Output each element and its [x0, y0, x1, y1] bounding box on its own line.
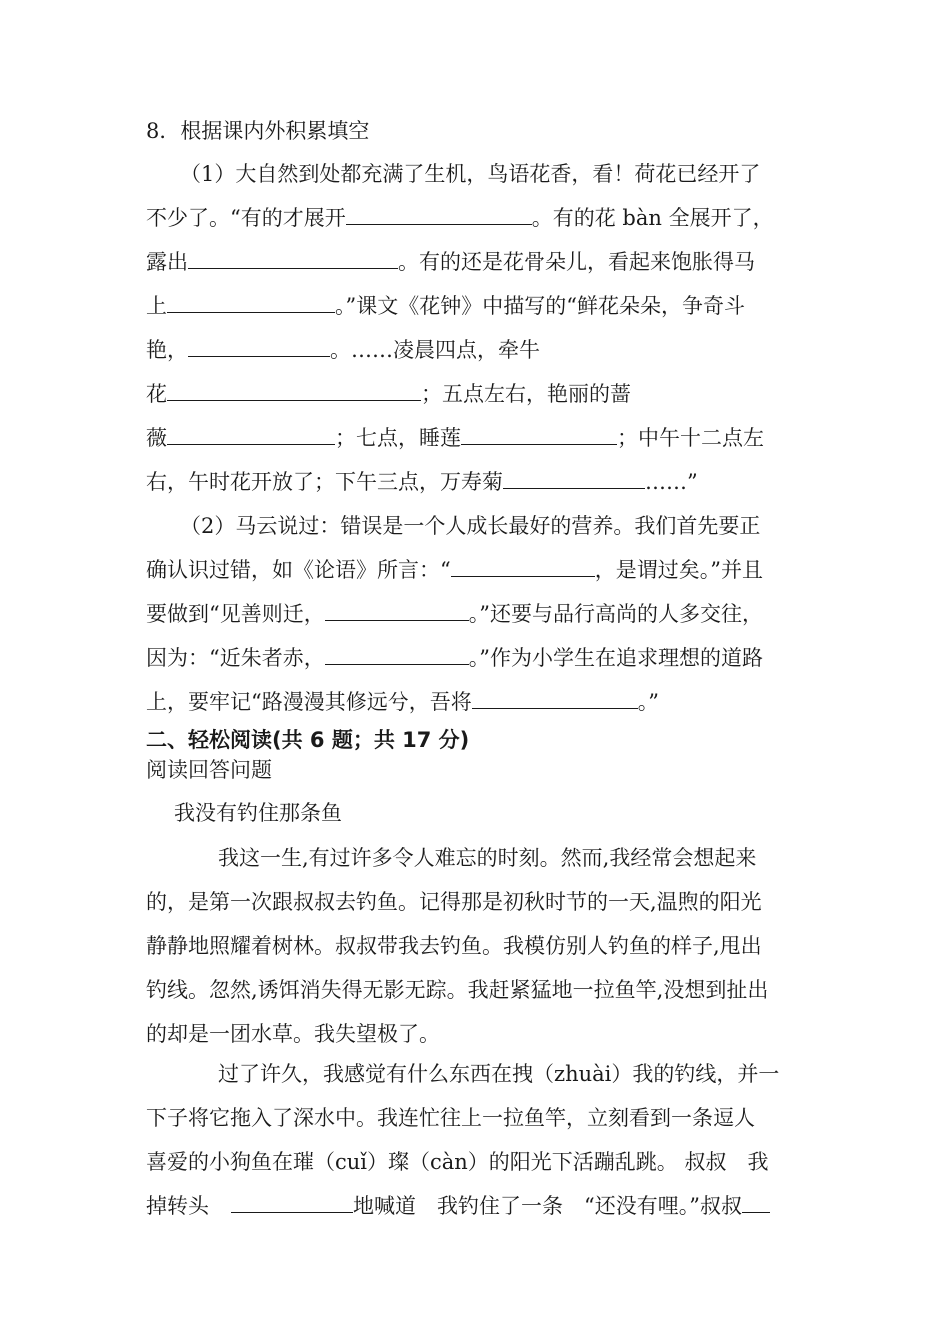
q8-part1-line1: （1）大自然到处都充满了生机，鸟语花香，看！荷花已经开了: [180, 162, 761, 186]
q8-part1-line6: 花 ；五点左右，艳丽的蔷: [146, 382, 631, 406]
q8-part2-line2: 确认识过错，如《论语》所言：“ ，是谓过矣。”并且: [146, 558, 763, 582]
q8-part1-line4: 上 。”课文《花钟》中描写的“鲜花朵朵，争奇斗: [146, 294, 745, 318]
section-heading: 二、轻松阅读(共 6 题；共 17 分): [146, 728, 470, 752]
paragraph-line: 过了许久，我感觉有什么东西在拽（zhuài）我的钓线，并一: [218, 1062, 780, 1086]
paragraph-line: 的却是一团水草。我失望极了。: [146, 1022, 440, 1046]
q8-part2-line4: 因为：“近朱者赤， 。”作为小学生在追求理想的道路: [146, 646, 763, 670]
fill-blank[interactable]: [167, 424, 335, 445]
fill-blank[interactable]: [325, 644, 469, 665]
q8-part2-line5: 上，要牢记“路漫漫其修远兮，吾将 。”: [146, 690, 659, 714]
fill-blank[interactable]: [188, 248, 398, 269]
fill-blank[interactable]: [503, 468, 645, 489]
q8-part2-line1: （2）马云说过：错误是一个人成长最好的营养。我们首先要正: [180, 514, 761, 538]
paragraph-line: 下子将它拖入了深水中。我连忙往上一拉鱼竿，立刻看到一条逗人: [146, 1106, 755, 1130]
story-title: 我没有钓住那条鱼: [174, 801, 342, 825]
paragraph-line: 静静地照耀着树林。叔叔带我去钓鱼。我模仿别人钓鱼的样子,甩出: [146, 934, 762, 958]
fill-blank[interactable]: [188, 336, 330, 357]
fill-blank[interactable]: [325, 600, 469, 621]
fill-blank[interactable]: [472, 688, 638, 709]
q8-part1-line2: 不少了。“有的才展开 。有的花 bàn 全展开了，: [146, 206, 774, 230]
fill-blank[interactable]: [167, 292, 335, 313]
fill-blank[interactable]: [231, 1192, 353, 1213]
fill-blank[interactable]: [742, 1192, 770, 1213]
paragraph-line: 喜爱的小狗鱼在璀（cuǐ）璨（càn）的阳光下活蹦乱跳。 叔叔 我: [146, 1150, 769, 1174]
paragraph-line: 的，是第一次跟叔叔去钓鱼。记得那是初秋时节的一天,温煦的阳光: [146, 890, 762, 914]
fill-blank[interactable]: [346, 204, 532, 225]
fill-blank[interactable]: [461, 424, 617, 445]
paragraph-line: 我这一生,有过许多令人难忘的时刻。然而,我经常会想起来: [218, 846, 757, 870]
q8-part1-line5: 艳， 。……凌晨四点，牵牛: [146, 338, 540, 362]
q8-part2-line3: 要做到“见善则迁， 。”还要与品行高尚的人多交往，: [146, 602, 763, 626]
q8-part1-line7: 薇 ；七点，睡莲 ；中午十二点左: [146, 426, 764, 450]
q8-part1-line8: 右，午时花开放了；下午三点，万寿菊 ……”: [146, 470, 698, 494]
section-instruction: 阅读回答问题: [146, 758, 272, 782]
fill-blank[interactable]: [167, 380, 421, 401]
q8-part1-line3: 露出 。有的还是花骨朵儿，看起来饱胀得马: [146, 250, 755, 274]
q8-title: 8．根据课内外积累填空: [146, 119, 370, 143]
paragraph-line: 掉转头 地喊道 我钓住了一条 “还没有哩。”叔叔: [146, 1192, 770, 1220]
fill-blank[interactable]: [451, 556, 595, 577]
paragraph-line: 钓线。忽然,诱饵消失得无影无踪。我赶紧猛地一拉鱼竿,没想到扯出: [146, 978, 769, 1002]
